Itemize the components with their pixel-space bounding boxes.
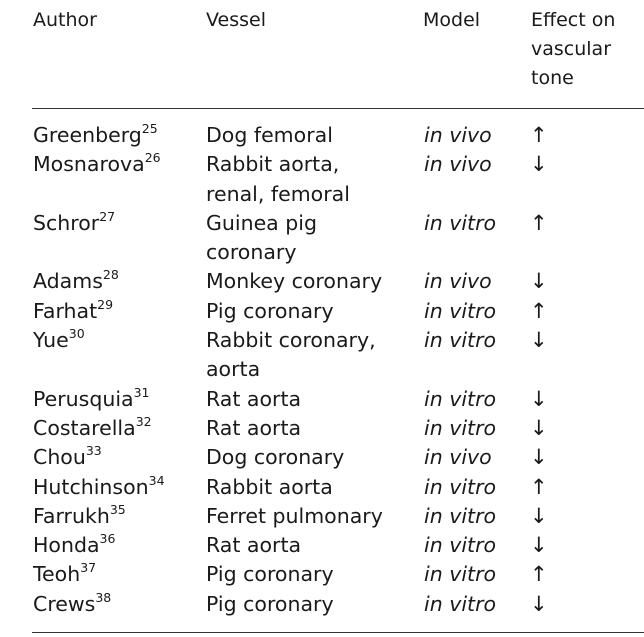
author-name: Teoh [33,562,81,587]
author-name: Perusquia [33,386,134,411]
reference-number: 33 [85,443,102,459]
header-effect-line: Effect on [531,9,616,31]
arrow-down-icon: ↓ [530,269,548,294]
vessel-cell [206,590,334,619]
table-row [0,560,644,589]
table-row [0,209,644,268]
vessel-cell [206,473,333,502]
vessel-line: Ferret pulmonary [206,503,383,528]
vessel-line: aorta [206,357,261,382]
table-row [0,297,644,326]
table-header [0,0,644,108]
author-cell [33,326,85,355]
header-vessel: Vessel [206,9,266,31]
author-cell [33,560,96,589]
vessel-cell [206,326,376,385]
reference-number: 35 [109,501,126,517]
vessel-cell [206,502,383,531]
reference-number: 29 [97,296,114,312]
reference-number: 31 [133,384,150,400]
table-row [0,385,644,414]
model-cell: in vivo [424,269,492,294]
author-cell [33,150,161,179]
table-row [0,121,644,150]
vessel-cell [206,267,382,296]
arrow-up-icon: ↑ [530,123,548,147]
arrow-up-icon: ↑ [530,298,548,323]
arrow-down-icon: ↓ [530,503,548,528]
model-cell: in vitro [424,210,497,235]
reference-number: 30 [68,326,85,342]
author-cell [33,443,102,472]
table-row [0,326,644,385]
author-name: Greenberg [33,123,142,147]
model-cell: in vitro [424,415,497,440]
author-name: Schror [33,210,100,235]
model-cell: in vitro [424,562,497,587]
table-row [0,414,644,443]
vessel-cell [206,209,317,268]
table-row [0,502,644,531]
reference-number: 37 [80,560,97,576]
reference-number: 27 [99,208,116,224]
author-name: Mosnarova [33,152,145,177]
model-cell: in vitro [424,328,497,353]
author-cell [33,385,150,414]
arrow-up-icon: ↑ [530,210,548,235]
table-body [0,121,644,619]
header-effect-line: tone [531,67,574,89]
table-row [0,531,644,560]
author-cell [33,473,165,502]
vessel-line: Rabbit aorta [206,474,333,499]
author-cell [33,414,152,443]
vessel-line: Dog coronary [206,445,345,470]
vessel-line: Dog femoral [206,123,333,147]
header-model: Model [423,9,481,31]
author-cell [33,531,115,560]
vessel-line: Rabbit coronary, [206,328,376,353]
arrow-down-icon: ↓ [530,386,548,411]
reference-number: 32 [135,413,152,429]
author-name: Honda [33,533,100,558]
header-rule [32,108,644,109]
arrow-down-icon: ↓ [530,152,548,177]
author-name: Costarella [33,415,136,440]
vessel-line: renal, femoral [206,181,350,206]
reference-number: 26 [144,150,161,166]
vessel-line: Monkey coronary [206,269,383,294]
reference-number: 36 [99,531,116,547]
model-cell: in vitro [424,503,497,528]
author-cell [33,502,126,531]
author-cell [33,267,119,296]
vessel-line: Guinea pig [206,210,317,235]
header-effect [531,6,615,93]
arrow-down-icon: ↓ [530,328,548,353]
table-row [0,590,644,619]
bottom-rule [32,632,644,633]
arrow-up-icon: ↑ [530,474,548,499]
arrow-down-icon: ↓ [530,533,548,558]
vessel-cell [206,385,301,414]
reference-number: 25 [141,121,158,136]
vessel-cell [206,531,301,560]
model-cell: in vitro [424,474,497,499]
reference-number: 28 [102,267,119,283]
model-cell: in vitro [424,298,497,323]
vessel-line: Rabbit aorta, [206,152,340,177]
vessel-cell [206,297,334,326]
header-effect-line: vascular [531,38,612,60]
reference-number: 38 [95,589,112,605]
arrow-down-icon: ↓ [530,415,548,440]
author-name: Farhat [33,298,98,323]
author-cell [33,297,113,326]
author-name: Crews [33,591,96,616]
model-cell: in vivo [424,123,492,147]
author-cell [33,121,158,150]
table-row [0,473,644,502]
author-name: Farrukh [33,503,110,528]
author-name: Adams [33,269,103,294]
vessel-line: Pig coronary [206,591,334,616]
model-cell: in vivo [424,152,492,177]
vessel-line: Rat aorta [206,415,302,440]
arrow-down-icon: ↓ [530,445,548,470]
arrow-down-icon: ↓ [530,591,548,616]
author-name: Yue [33,328,69,353]
table-row [0,150,644,209]
model-cell: in vivo [424,445,492,470]
arrow-up-icon: ↑ [530,562,548,587]
vessel-cell [206,150,350,209]
model-cell: in vitro [424,591,497,616]
table-row [0,267,644,296]
reference-number: 34 [148,472,165,488]
model-cell: in vitro [424,386,497,411]
vessel-cell [206,443,344,472]
table-row [0,443,644,472]
vessel-line: Pig coronary [206,562,334,587]
vessel-line: Rat aorta [206,386,302,411]
author-cell [33,590,111,619]
author-name: Hutchinson [33,474,149,499]
vessel-cell [206,121,333,150]
author-name: Chou [33,445,86,470]
vessel-cell [206,414,301,443]
vessel-cell [206,560,334,589]
author-cell [33,209,115,238]
model-cell: in vitro [424,533,497,558]
vessel-line: coronary [206,240,297,265]
vessel-line: Pig coronary [206,298,334,323]
header-author: Author [33,9,97,31]
vessel-line: Rat aorta [206,533,302,558]
